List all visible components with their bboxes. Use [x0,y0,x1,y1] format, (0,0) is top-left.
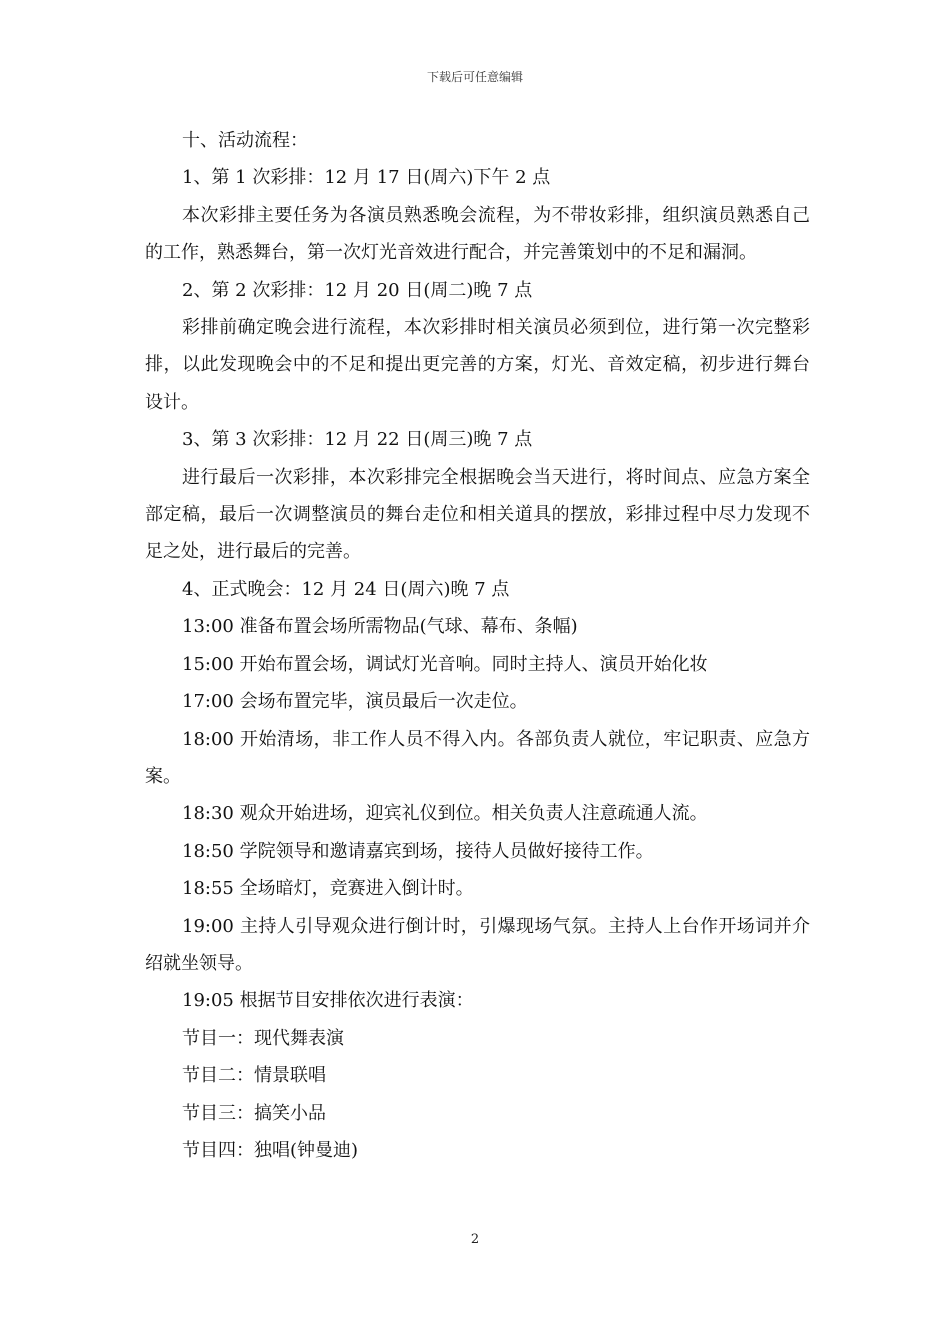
gala-heading: 4、正式晚会：12 月 24 日(周六)晚 7 点 [182,578,510,600]
schedule-item: 18:30 观众开始进场，迎宾礼仪到位。相关负责人注意疏通人流。 [182,803,708,825]
program-item: 节目三：搞笑小品 [182,1102,326,1124]
schedule-item: 18:55 全场暗灯，竞赛进入倒计时。 [182,878,474,900]
page-header: 下载后可任意编辑 [426,70,523,84]
rehearsal-2-description: 彩排前确定晚会进行流程，本次彩排时相关演员必须到位，进行第一次完整彩排，以此发现晚会中的不足和提出更完善的方案，灯光、音效定稿，初步进行舞台设计。 [145,317,810,413]
program-item: 节目二：情景联唱 [182,1065,326,1087]
rehearsal-1-heading: 1、第 1 次彩排：12 月 17 日(周六)下午 2 点 [182,167,551,189]
schedule-item: 19:00 主持人引导观众进行倒计时，引爆现场气氛。主持人上台作开场词并介绍就坐领导。 [145,915,810,974]
schedule-item: 19:05 根据节目安排依次进行表演： [182,990,474,1012]
program-item: 节目一：现代舞表演 [182,1027,344,1049]
program-item: 节目四：独唱(钟曼迪) [182,1139,359,1161]
schedule-item: 17:00 会场布置完毕，演员最后一次走位。 [182,691,528,713]
document-body [145,122,810,1169]
schedule-item: 18:00 开始清场，非工作人员不得入内。各部负责人就位，牢记职责、应急方案。 [145,728,810,787]
rehearsal-3-description: 进行最后一次彩排，本次彩排完全根据晚会当天进行，将时间点、应急方案全部定稿，最后一次调整演员的舞台走位和相关道具的摆放，彩排过程中尽力发现不足之处，进行最后的完善。 [145,466,810,563]
schedule-item: 18:50 学院领导和邀请嘉宾到场，接待人员做好接待工作。 [182,840,654,862]
schedule-item: 13:00 准备布置会场所需物品(气球、幕布、条幅) [182,616,578,638]
rehearsal-2-heading: 2、第 2 次彩排：12 月 20 日(周二)晚 7 点 [182,279,533,301]
section-heading: 十、活动流程： [182,130,308,151]
rehearsal-1-description: 本次彩排主要任务为各演员熟悉晚会流程，为不带妆彩排，组织演员熟悉自己的工作，熟悉舞台，第一次灯光音效进行配合，并完善策划中的不足和漏洞。 [145,204,810,264]
page-number: 2 [470,1232,480,1247]
rehearsal-3-heading: 3、第 3 次彩排：12 月 22 日(周三)晚 7 点 [182,429,533,451]
schedule-item: 15:00 开始布置会场，调试灯光音响。同时主持人、演员开始化妆 [182,653,708,675]
